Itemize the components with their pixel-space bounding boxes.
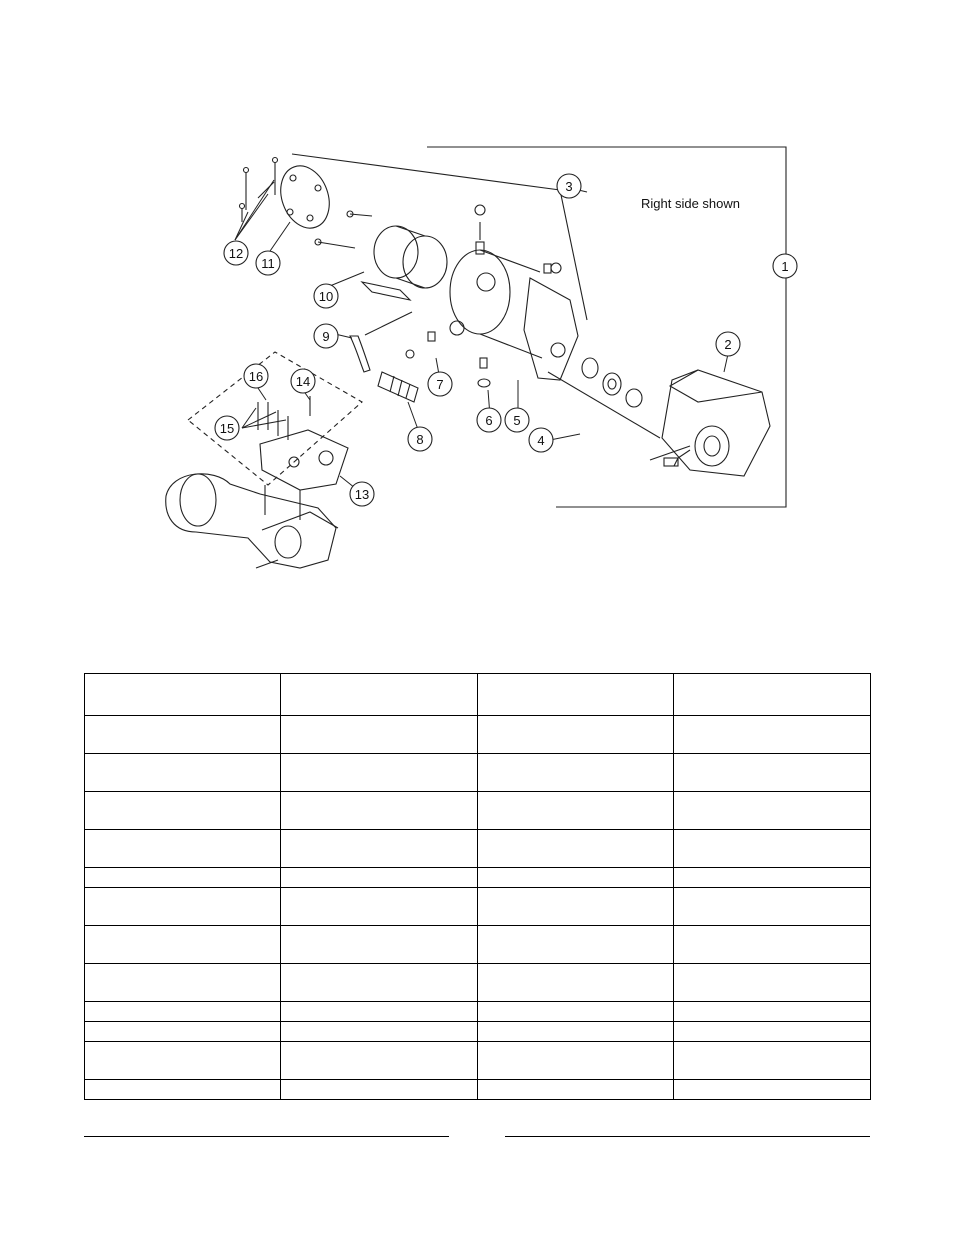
callout-label: 4 xyxy=(537,433,545,448)
callout-label: 9 xyxy=(322,329,330,344)
table-row xyxy=(85,926,871,964)
callout-label: 15 xyxy=(219,421,235,436)
table-cell xyxy=(674,1002,871,1022)
table-cell xyxy=(85,674,281,716)
table-cell xyxy=(478,754,674,792)
table-cell xyxy=(674,1042,871,1080)
table-cell xyxy=(85,1002,281,1022)
table-cell xyxy=(281,926,478,964)
table-cell xyxy=(478,716,674,754)
table-cell xyxy=(674,792,871,830)
footer-rule-left xyxy=(84,1136,449,1137)
table-row xyxy=(85,964,871,1002)
table-cell xyxy=(478,926,674,964)
table-cell xyxy=(674,964,871,1002)
table-row xyxy=(85,1080,871,1100)
callout-label: 2 xyxy=(724,337,732,352)
callout-label: 7 xyxy=(436,377,444,392)
table-row xyxy=(85,754,871,792)
table-cell xyxy=(85,888,281,926)
table-cell xyxy=(85,754,281,792)
table-cell xyxy=(85,868,281,888)
table-cell xyxy=(281,964,478,1002)
callout-label: 10 xyxy=(318,289,334,304)
table-cell xyxy=(674,868,871,888)
table-cell xyxy=(85,792,281,830)
callout-label: 12 xyxy=(228,246,244,261)
table-cell xyxy=(281,792,478,830)
exploded-parts-diagram xyxy=(150,140,800,585)
table-cell xyxy=(674,754,871,792)
table-row xyxy=(85,830,871,868)
table-cell xyxy=(674,926,871,964)
table-row xyxy=(85,674,871,716)
table-cell xyxy=(674,888,871,926)
table-cell xyxy=(674,830,871,868)
callout-label: 6 xyxy=(485,413,493,428)
table-cell xyxy=(478,1022,674,1042)
callout-label: 5 xyxy=(513,413,521,428)
table-row xyxy=(85,1022,871,1042)
table-cell xyxy=(478,674,674,716)
table-cell xyxy=(281,830,478,868)
table-cell xyxy=(281,716,478,754)
table-cell xyxy=(478,1002,674,1022)
table-cell xyxy=(281,1022,478,1042)
callout-label: 16 xyxy=(248,369,264,384)
callout-label: 11 xyxy=(261,256,275,271)
callout-label: 1 xyxy=(781,259,789,274)
table-cell xyxy=(281,754,478,792)
parts-table xyxy=(84,673,871,1100)
table-cell xyxy=(85,1022,281,1042)
callout-label: 8 xyxy=(416,432,424,447)
callout-label: 3 xyxy=(565,179,573,194)
table-cell xyxy=(478,888,674,926)
right-side-note: Right side shown xyxy=(641,196,740,211)
table-cell xyxy=(281,888,478,926)
table-cell xyxy=(674,716,871,754)
table-cell xyxy=(674,1080,871,1100)
table-cell xyxy=(85,964,281,1002)
table-cell xyxy=(85,830,281,868)
table-cell xyxy=(478,868,674,888)
table-row xyxy=(85,888,871,926)
footer-rule-right xyxy=(505,1136,870,1137)
table-cell xyxy=(478,830,674,868)
table-cell xyxy=(281,1042,478,1080)
table-cell xyxy=(281,868,478,888)
callout-label: 14 xyxy=(295,374,311,389)
table-cell xyxy=(281,1080,478,1100)
table-cell xyxy=(478,1042,674,1080)
table-row xyxy=(85,792,871,830)
table-row xyxy=(85,1042,871,1080)
table-row xyxy=(85,868,871,888)
table-row xyxy=(85,716,871,754)
table-cell xyxy=(478,964,674,1002)
table-cell xyxy=(478,792,674,830)
table-cell xyxy=(85,716,281,754)
table-row xyxy=(85,1002,871,1022)
callout-label: 13 xyxy=(354,487,370,502)
table-cell xyxy=(674,674,871,716)
table-cell xyxy=(85,926,281,964)
table-cell xyxy=(281,1002,478,1022)
diagram-canvas xyxy=(150,140,800,585)
table-cell xyxy=(281,674,478,716)
table-cell xyxy=(85,1080,281,1100)
table-cell xyxy=(674,1022,871,1042)
table-cell xyxy=(85,1042,281,1080)
table-cell xyxy=(478,1080,674,1100)
